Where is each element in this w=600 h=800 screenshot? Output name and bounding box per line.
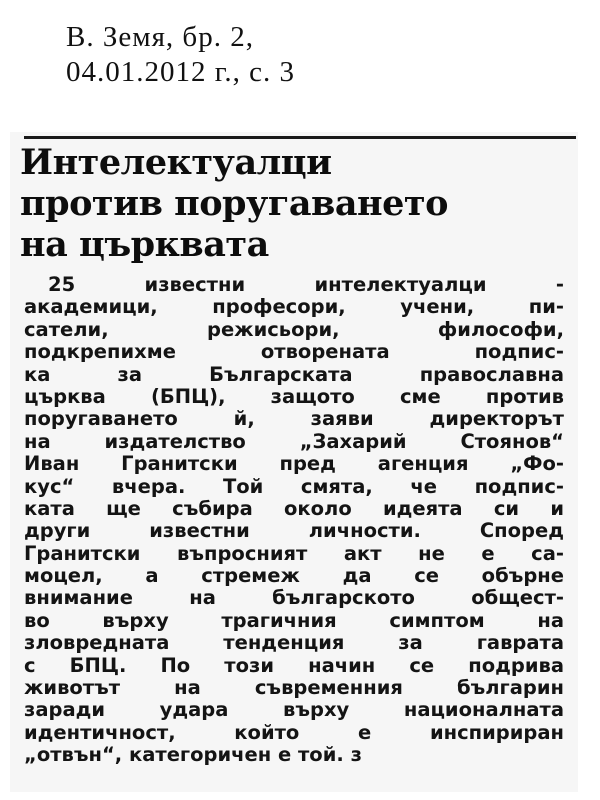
body-line: зловредната тенденция за гаврата — [24, 632, 564, 655]
body-line: на издателство „Захарий Стоянов“ — [24, 430, 564, 453]
headline-line: Интелектуалци — [20, 142, 332, 183]
body-line: Иван Гранитски пред агенция „Фо- — [24, 453, 564, 476]
body-line: подкрепихме отворената подпис- — [24, 341, 564, 364]
source-publication: В. Земя, бр. 2, — [66, 21, 254, 53]
headline-line: против поругаването — [20, 183, 448, 224]
article-headline — [20, 142, 570, 265]
headline-line: на църквата — [20, 224, 269, 265]
body-line: академици, професори, учени, пи- — [24, 296, 564, 319]
source-citation — [66, 20, 566, 90]
body-line: ка за Българската православна — [24, 363, 564, 386]
body-line: Гранитски въпросният акт не е са- — [24, 542, 564, 565]
body-line: моцел, а стремеж да се обърне — [24, 565, 564, 588]
source-date-page: 04.01.2012 г., с. 3 — [66, 56, 295, 88]
body-line: ката ще събира около идеята си и — [24, 497, 564, 520]
body-line: кус“ вчера. Той смята, че подпис- — [24, 475, 564, 498]
body-line: църква (БПЦ), защото сме против — [24, 385, 564, 408]
body-line: во върху трагичния симптом на — [24, 609, 564, 632]
body-line: 25 известни интелектуалци - — [48, 274, 564, 296]
body-line: поругаването й, заяви директорът — [24, 408, 564, 431]
body-line: други известни личности. Според — [24, 520, 564, 543]
body-line: заради удара върху националната — [24, 699, 564, 722]
body-line: сатели, режисьори, философи, — [24, 318, 564, 341]
body-line: „отвън“, категоричен е той. з — [24, 744, 362, 767]
body-line: животът на съвременния българин — [24, 677, 564, 700]
top-rule — [24, 136, 576, 139]
body-line: с БПЦ. По този начин се подрива — [24, 654, 564, 677]
body-line: идентичност, който е инспириран — [24, 721, 564, 744]
article-body — [24, 274, 564, 767]
newspaper-clipping — [10, 132, 578, 792]
body-line: внимание на българското общест- — [24, 587, 564, 610]
